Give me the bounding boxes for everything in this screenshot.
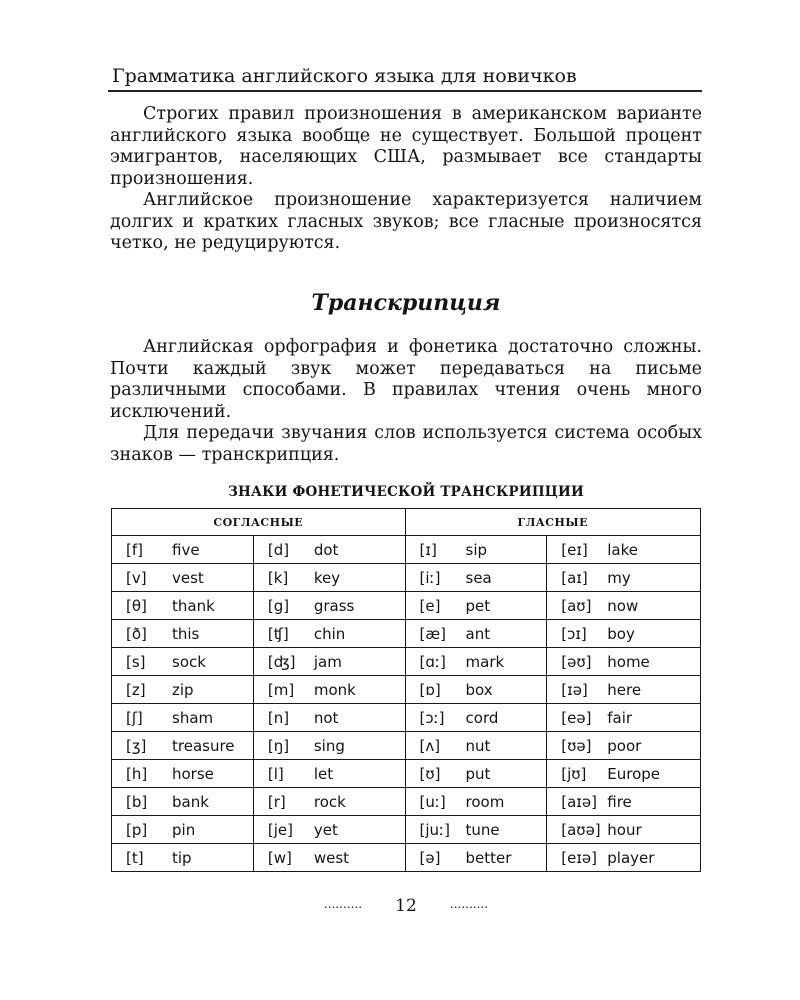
table-row [112, 648, 701, 676]
transcription-table [111, 508, 701, 872]
phonetic-symbol: [ʊ] [419, 764, 441, 783]
vowel-cell [405, 788, 547, 816]
table-body [112, 536, 701, 872]
consonant-cell [112, 592, 254, 620]
vowel-cell [547, 844, 701, 872]
paragraph: Английская орфография и фонетика достаточно сложны. Почти каждый звук может передаваться на письме различными способами. В правилах чтения очень много исключений. [110, 337, 702, 422]
phonetic-symbol: [ə] [419, 848, 441, 867]
vowel-cell [547, 816, 701, 844]
example-word: now [607, 596, 639, 615]
phonetic-symbol: [ɪə] [561, 680, 588, 699]
example-word: grass [313, 596, 355, 615]
vowel-cell [405, 592, 547, 620]
example-word: pin [172, 820, 196, 839]
example-word: mark [465, 652, 505, 671]
phonetic-symbol: [eə] [561, 708, 592, 727]
consonant-cell [253, 760, 405, 788]
example-word: jam [313, 652, 342, 671]
phonetic-symbol: [aɪ] [561, 568, 588, 587]
example-word: player [607, 848, 655, 867]
phonetic-symbol: [r] [267, 792, 286, 811]
phonetic-symbol: [iː] [419, 568, 441, 587]
phonetic-symbol: [p] [126, 820, 148, 839]
table-row [112, 788, 701, 816]
vowel-cell [547, 536, 701, 564]
phonetic-symbol: [h] [126, 764, 148, 783]
vowel-cell [405, 844, 547, 872]
phonetic-symbol: [k] [267, 568, 289, 587]
consonant-cell [112, 564, 254, 592]
table-row [112, 844, 701, 872]
consonant-cell [112, 760, 254, 788]
consonant-cell [253, 704, 405, 732]
vowel-cell [405, 732, 547, 760]
vowel-cell [547, 592, 701, 620]
example-word: nut [465, 736, 491, 755]
consonant-cell [112, 732, 254, 760]
table-header-row [112, 509, 701, 536]
table-row [112, 732, 701, 760]
consonant-cell [253, 816, 405, 844]
phonetic-symbol: [əʊ] [561, 652, 592, 671]
footer-dots-left: .......... [323, 897, 363, 911]
phonetic-symbol: [ŋ] [267, 736, 290, 755]
example-word: box [465, 680, 493, 699]
phonetic-symbol: [f] [126, 540, 143, 559]
phonetic-symbol: [b] [126, 792, 148, 811]
phonetic-symbol: [t] [126, 848, 144, 867]
example-word: treasure [172, 736, 235, 755]
running-header: Грамматика английского языка для новичков [112, 65, 577, 87]
consonant-cell [253, 788, 405, 816]
example-word: put [465, 764, 491, 783]
example-word: cord [465, 708, 499, 727]
consonant-cell [253, 620, 405, 648]
example-word: monk [313, 680, 356, 699]
phonetic-symbol: [ɒ] [419, 680, 441, 699]
consonant-cell [253, 732, 405, 760]
consonant-cell [253, 676, 405, 704]
phonetic-symbol: [ʊə] [561, 736, 592, 755]
section-title: Транскрипция [311, 290, 501, 316]
consonant-cell [112, 620, 254, 648]
example-word: lake [607, 540, 639, 559]
consonant-cell [112, 816, 254, 844]
example-word: fire [607, 792, 632, 811]
footer-dots-right: .......... [449, 897, 489, 911]
phonetic-symbol: [jʊ] [561, 764, 587, 783]
table-row [112, 816, 701, 844]
example-word: Europe [607, 764, 661, 783]
example-word: horse [172, 764, 214, 783]
vowel-cell [405, 648, 547, 676]
example-word: sock [172, 652, 206, 671]
vowel-cell [405, 760, 547, 788]
example-word: fair [607, 708, 633, 727]
phonetic-symbol: [ʒ] [126, 736, 147, 755]
consonant-cell [112, 788, 254, 816]
phonetic-symbol: [e] [419, 596, 441, 615]
vowel-cell [547, 704, 701, 732]
example-word: sing [313, 736, 345, 755]
vowel-cell [547, 620, 701, 648]
paragraph: Английское произношение характеризуется наличием долгих и кратких гласных звуков; все гласные произносятся четко, не редуцируются. [110, 190, 702, 253]
phonetic-symbol: [aʊə] [561, 820, 601, 839]
phonetic-symbol: [z] [126, 680, 146, 699]
consonant-cell [112, 676, 254, 704]
phonetic-symbol: [ɑː] [419, 652, 446, 671]
table-row [112, 620, 701, 648]
phonetic-symbol: [ɔː] [419, 708, 445, 727]
vowel-cell [547, 788, 701, 816]
table-row [112, 676, 701, 704]
page-footer [110, 896, 702, 916]
phonetic-symbol: [aɪə] [561, 792, 597, 811]
phonetic-symbol: [s] [126, 652, 146, 671]
phonetic-symbol: [eɪə] [561, 848, 598, 867]
example-word: this [172, 624, 200, 643]
phonetic-symbol: [n] [267, 708, 290, 727]
paragraph: Для передачи звучания слов используется система особых знаков — транскрипция. [110, 423, 702, 465]
table-title: ЗНАКИ ФОНЕТИЧЕСКОЙ ТРАНСКРИПЦИИ [228, 484, 584, 500]
example-word: room [465, 792, 505, 811]
vowel-cell [405, 676, 547, 704]
consonant-cell [253, 592, 405, 620]
phonetic-symbol: [ɪ] [419, 540, 437, 559]
vowel-cell [547, 564, 701, 592]
intro-text [110, 104, 702, 255]
vowel-cell [405, 620, 547, 648]
example-word: sip [465, 540, 488, 559]
example-word: five [172, 540, 200, 559]
vowel-cell [547, 648, 701, 676]
phonetic-symbol: [d] [267, 540, 290, 559]
phonetic-symbol: [ð] [126, 624, 147, 643]
vowel-cell [405, 564, 547, 592]
example-word: better [465, 848, 512, 867]
phonetic-symbol: [uː] [419, 792, 446, 811]
vowel-cell [405, 704, 547, 732]
phonetic-symbol: [m] [267, 680, 295, 699]
example-word: here [607, 680, 642, 699]
phonetic-symbol: [eɪ] [561, 540, 588, 559]
phonetic-symbol: [ʌ] [419, 736, 441, 755]
page-number: 12 [395, 896, 417, 916]
header-rule [108, 90, 702, 92]
example-word: hour [607, 820, 642, 839]
table-row [112, 592, 701, 620]
phonetic-symbol: [v] [126, 568, 147, 587]
table-row [112, 564, 701, 592]
vowel-cell [405, 536, 547, 564]
example-word: dot [313, 540, 339, 559]
consonant-cell [112, 844, 254, 872]
consonant-cell [253, 536, 405, 564]
section-text [110, 337, 702, 466]
example-word: tip [172, 848, 192, 867]
phonetic-symbol: [l] [267, 764, 284, 783]
example-word: bank [172, 792, 209, 811]
example-word: not [313, 708, 339, 727]
example-word: chin [313, 624, 346, 643]
example-word: home [607, 652, 650, 671]
phonetic-symbol: [æ] [419, 624, 446, 643]
example-word: my [607, 568, 631, 587]
phonetic-symbol: [aʊ] [561, 596, 592, 615]
example-word: rock [313, 792, 346, 811]
phonetic-symbol: [juː] [419, 820, 450, 839]
consonant-cell [112, 648, 254, 676]
vowel-cell [547, 732, 701, 760]
consonant-cell [253, 844, 405, 872]
consonant-cell [253, 564, 405, 592]
vowels-header: ГЛАСНЫЕ [405, 509, 700, 536]
example-word: yet [313, 820, 338, 839]
phonetic-symbol: [ɔɪ] [561, 624, 587, 643]
phonetic-symbol: [ʤ] [267, 652, 296, 671]
example-word: poor [607, 736, 642, 755]
example-word: west [313, 848, 350, 867]
example-word: boy [607, 624, 635, 643]
example-word: pet [465, 596, 491, 615]
consonant-cell [112, 536, 254, 564]
phonetic-symbol: [g] [267, 596, 290, 615]
table-row [112, 704, 701, 732]
example-word: zip [172, 680, 194, 699]
consonants-header: СОГЛАСНЫЕ [112, 509, 406, 536]
example-word: tune [465, 820, 500, 839]
example-word: let [313, 764, 334, 783]
paragraph: Строгих правил произношения в американском варианте английского языка вообще не существует. Большой процент эмигрантов, населяющих США, размывает все стандарты произношения. [110, 104, 702, 189]
phonetic-symbol: [w] [267, 848, 292, 867]
table-row [112, 760, 701, 788]
phonetic-symbol: [ʃ] [126, 708, 143, 727]
example-word: sham [172, 708, 214, 727]
phonetic-symbol: [θ] [126, 596, 147, 615]
vowel-cell [405, 816, 547, 844]
example-word: key [313, 568, 341, 587]
example-word: ant [465, 624, 491, 643]
consonant-cell [253, 648, 405, 676]
phonetic-symbol: [je] [267, 820, 293, 839]
consonant-cell [112, 704, 254, 732]
vowel-cell [547, 676, 701, 704]
example-word: thank [172, 596, 215, 615]
example-word: vest [172, 568, 204, 587]
phonetic-symbol: [ʧ] [267, 624, 289, 643]
vowel-cell [547, 760, 701, 788]
example-word: sea [465, 568, 492, 587]
table-row [112, 536, 701, 564]
